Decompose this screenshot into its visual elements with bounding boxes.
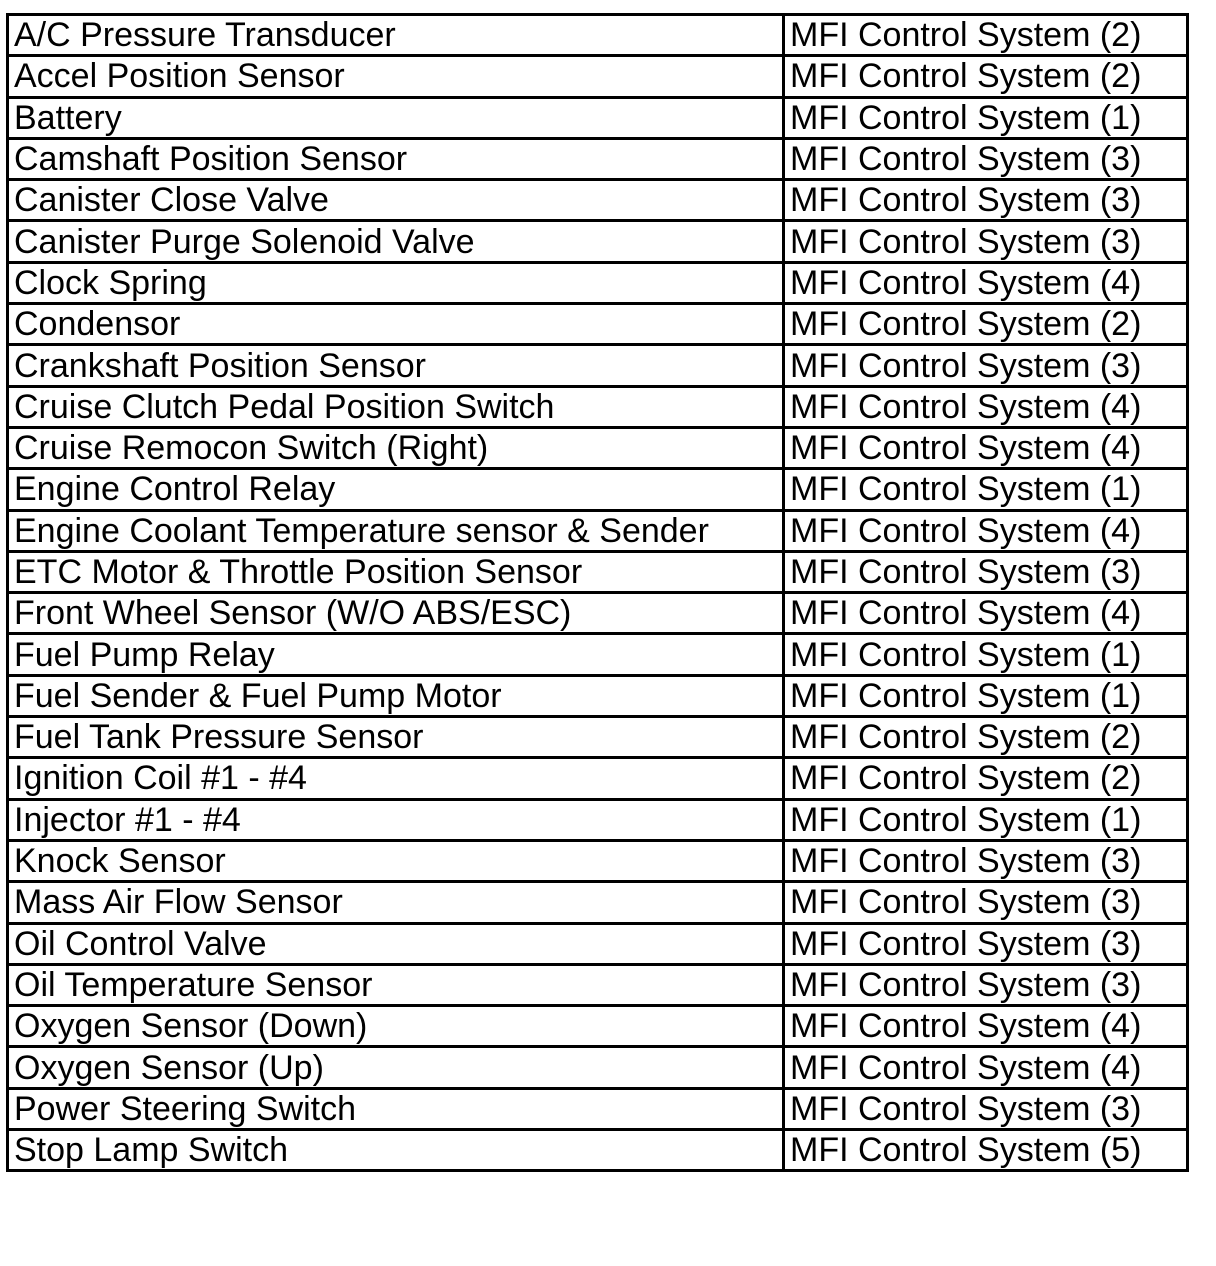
table-row <box>8 923 1188 964</box>
table-row <box>8 15 1188 56</box>
component-cell: Mass Air Flow Sensor <box>8 882 784 923</box>
table-row <box>8 56 1188 97</box>
location-cell: MFI Control System (1) <box>784 469 1188 510</box>
table-row <box>8 469 1188 510</box>
table-row <box>8 180 1188 221</box>
table-row <box>8 964 1188 1005</box>
component-cell: Canister Close Valve <box>8 180 784 221</box>
table-row <box>8 1130 1188 1171</box>
location-cell: MFI Control System (3) <box>784 180 1188 221</box>
component-cell: Oil Control Valve <box>8 923 784 964</box>
table-row <box>8 840 1188 881</box>
component-cell: Crankshaft Position Sensor <box>8 345 784 386</box>
location-cell: MFI Control System (2) <box>784 717 1188 758</box>
component-cell: Clock Spring <box>8 262 784 303</box>
location-cell: MFI Control System (4) <box>784 510 1188 551</box>
component-cell: Engine Control Relay <box>8 469 784 510</box>
table-row <box>8 1047 1188 1088</box>
component-cell: Oxygen Sensor (Down) <box>8 1006 784 1047</box>
location-cell: MFI Control System (2) <box>784 304 1188 345</box>
table-row <box>8 634 1188 675</box>
location-cell: MFI Control System (3) <box>784 882 1188 923</box>
component-cell: Fuel Tank Pressure Sensor <box>8 717 784 758</box>
component-cell: Camshaft Position Sensor <box>8 138 784 179</box>
location-cell: MFI Control System (3) <box>784 1088 1188 1129</box>
location-cell: MFI Control System (4) <box>784 386 1188 427</box>
location-cell: MFI Control System (2) <box>784 56 1188 97</box>
location-cell: MFI Control System (3) <box>784 840 1188 881</box>
table-row <box>8 799 1188 840</box>
component-cell: Canister Purge Solenoid Valve <box>8 221 784 262</box>
table-row <box>8 304 1188 345</box>
component-location-table <box>6 13 1189 1172</box>
table-row <box>8 262 1188 303</box>
component-cell: Stop Lamp Switch <box>8 1130 784 1171</box>
location-cell: MFI Control System (3) <box>784 138 1188 179</box>
location-cell: MFI Control System (4) <box>784 1047 1188 1088</box>
table-row <box>8 593 1188 634</box>
location-cell: MFI Control System (2) <box>784 15 1188 56</box>
component-cell: Oxygen Sensor (Up) <box>8 1047 784 1088</box>
table-row <box>8 758 1188 799</box>
component-cell: Condensor <box>8 304 784 345</box>
table-row <box>8 551 1188 592</box>
location-cell: MFI Control System (3) <box>784 551 1188 592</box>
component-cell: ETC Motor & Throttle Position Sensor <box>8 551 784 592</box>
component-cell: Cruise Remocon Switch (Right) <box>8 427 784 468</box>
table-row <box>8 717 1188 758</box>
location-cell: MFI Control System (4) <box>784 593 1188 634</box>
component-cell: Power Steering Switch <box>8 1088 784 1129</box>
table-row <box>8 882 1188 923</box>
table-body <box>8 15 1188 1171</box>
location-cell: MFI Control System (5) <box>784 1130 1188 1171</box>
component-cell: Accel Position Sensor <box>8 56 784 97</box>
component-cell: Injector #1 - #4 <box>8 799 784 840</box>
table-row <box>8 221 1188 262</box>
location-cell: MFI Control System (1) <box>784 97 1188 138</box>
table-row <box>8 427 1188 468</box>
location-cell: MFI Control System (3) <box>784 923 1188 964</box>
location-cell: MFI Control System (4) <box>784 427 1188 468</box>
location-cell: MFI Control System (4) <box>784 1006 1188 1047</box>
location-cell: MFI Control System (2) <box>784 758 1188 799</box>
component-cell: Cruise Clutch Pedal Position Switch <box>8 386 784 427</box>
component-cell: Oil Temperature Sensor <box>8 964 784 1005</box>
location-cell: MFI Control System (3) <box>784 964 1188 1005</box>
component-cell: Fuel Sender & Fuel Pump Motor <box>8 675 784 716</box>
table-row <box>8 138 1188 179</box>
location-cell: MFI Control System (3) <box>784 345 1188 386</box>
component-cell: Battery <box>8 97 784 138</box>
location-cell: MFI Control System (1) <box>784 634 1188 675</box>
table-row <box>8 97 1188 138</box>
table-row <box>8 386 1188 427</box>
table-row <box>8 1088 1188 1129</box>
component-cell: Front Wheel Sensor (W/O ABS/ESC) <box>8 593 784 634</box>
table-row <box>8 675 1188 716</box>
location-cell: MFI Control System (4) <box>784 262 1188 303</box>
table-row <box>8 345 1188 386</box>
component-cell: A/C Pressure Transducer <box>8 15 784 56</box>
table-row <box>8 510 1188 551</box>
table-row <box>8 1006 1188 1047</box>
component-cell: Engine Coolant Temperature sensor & Sender <box>8 510 784 551</box>
location-cell: MFI Control System (1) <box>784 675 1188 716</box>
component-cell: Knock Sensor <box>8 840 784 881</box>
component-cell: Ignition Coil #1 - #4 <box>8 758 784 799</box>
location-cell: MFI Control System (1) <box>784 799 1188 840</box>
component-cell: Fuel Pump Relay <box>8 634 784 675</box>
location-cell: MFI Control System (3) <box>784 221 1188 262</box>
